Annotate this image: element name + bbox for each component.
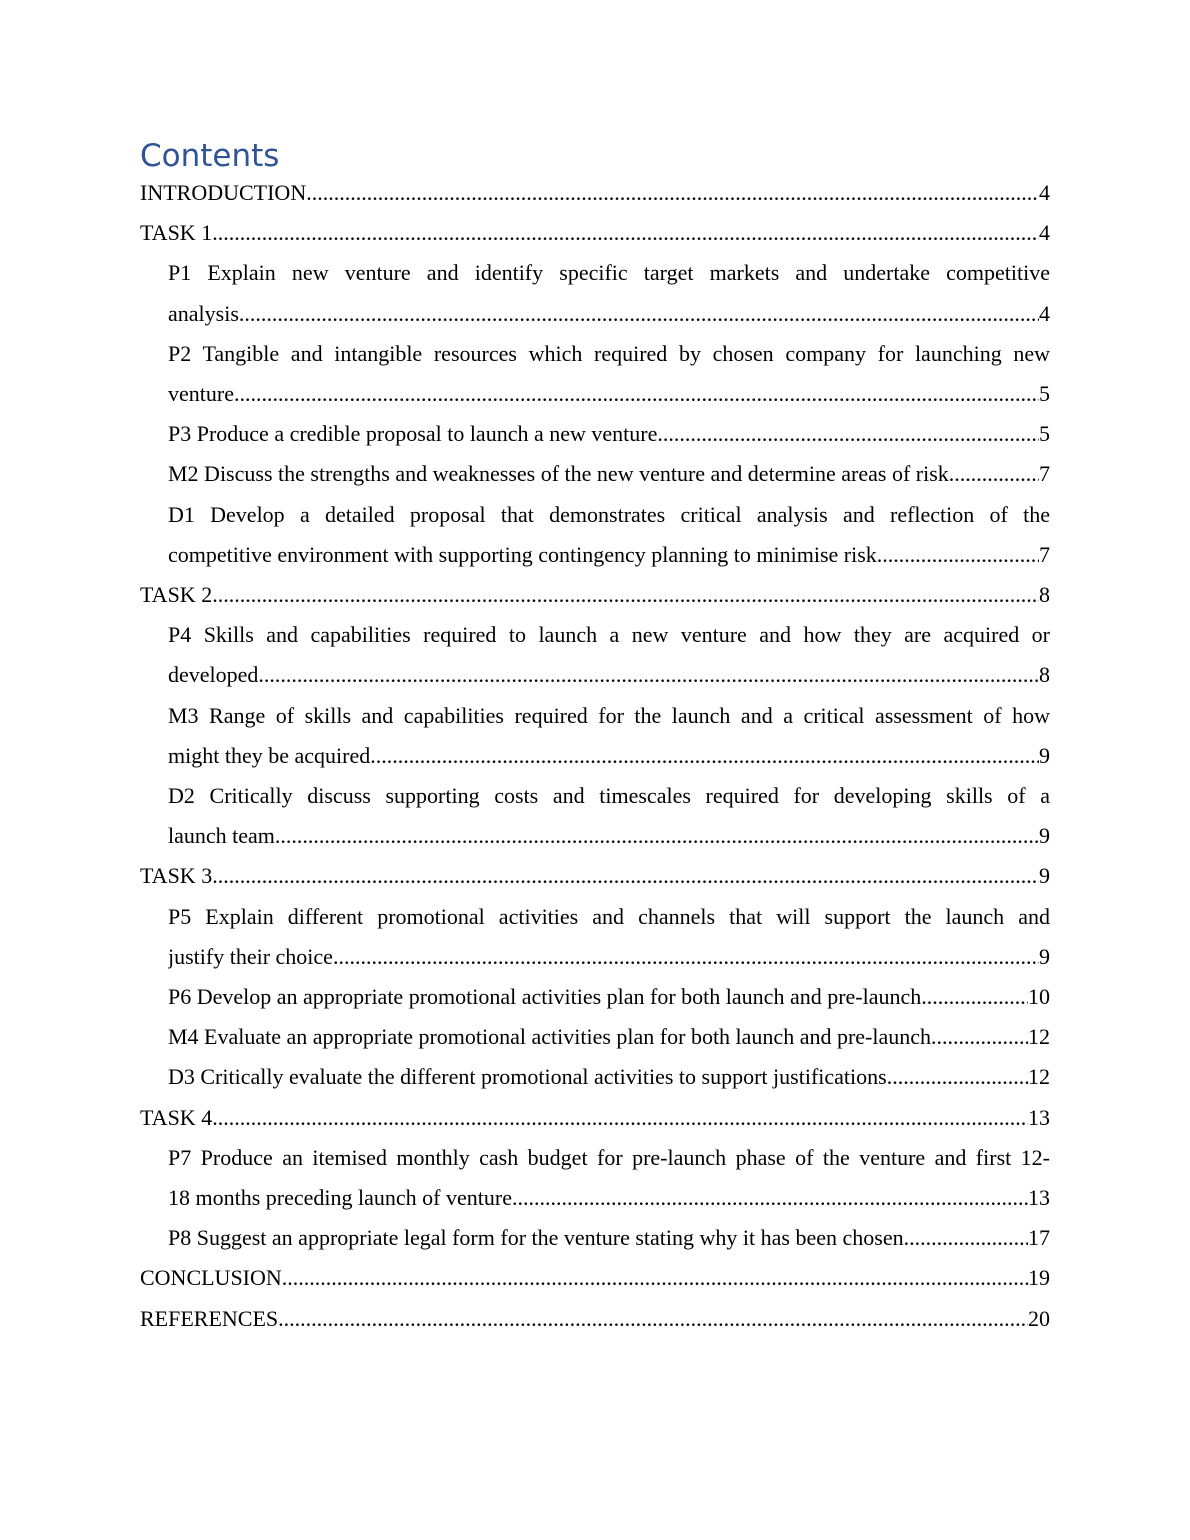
toc-entry-line — [140, 1098, 1050, 1138]
toc-entry[interactable] — [140, 1299, 1050, 1339]
toc-entry[interactable] — [140, 253, 1050, 333]
toc-entry-title: INTRODUCTION — [140, 180, 307, 205]
toc-entry-title: 18 months preceding launch of venture — [168, 1185, 512, 1211]
toc-entry-line — [168, 1218, 1050, 1258]
toc-entry-line — [168, 977, 1050, 1017]
toc-dot-leader — [275, 816, 1039, 856]
toc-dot-leader — [212, 856, 1039, 896]
toc-dot-leader — [657, 414, 1039, 454]
toc-entry-title-line: P5 Explain different promotional activities and channels that will support the launch and — [168, 903, 1050, 929]
toc-entry-title: launch team — [168, 823, 275, 849]
toc-entry[interactable] — [140, 977, 1050, 1017]
toc-dot-leader — [370, 736, 1039, 776]
toc-entry-title: M4 Evaluate an appropriate promotional activities plan for both launch and pre-launch. — [168, 1024, 937, 1050]
toc-page-number: 17 — [1028, 1225, 1050, 1251]
toc-entry-line — [140, 173, 1050, 213]
toc-page-number: 5 — [1039, 421, 1050, 447]
toc-page-number: 4 — [1039, 180, 1050, 205]
toc-dot-leader — [937, 1017, 1028, 1057]
toc-entry[interactable] — [140, 615, 1050, 695]
toc-entry-title: competitive environment with supporting contingency planning to minimise risk — [168, 541, 877, 567]
table-of-contents — [140, 173, 1050, 1339]
toc-entry[interactable] — [140, 213, 1050, 253]
toc-entry-title: P8 Suggest an appropriate legal form for the venture stating why it has been chosen — [168, 1225, 904, 1251]
toc-dot-leader — [877, 535, 1039, 575]
toc-entry[interactable] — [140, 173, 1050, 213]
toc-entry-line — [168, 414, 1050, 454]
toc-entry-title: might they be acquired — [168, 742, 371, 768]
toc-entry-line — [168, 374, 1050, 414]
toc-dot-leader — [234, 374, 1039, 414]
toc-entry-line — [168, 294, 1050, 334]
toc-entry-title: CONCLUSION — [140, 1265, 282, 1291]
toc-entry-title: TASK 2 — [140, 582, 213, 608]
toc-entry-line — [168, 655, 1050, 695]
toc-dot-leader — [212, 575, 1039, 615]
toc-entry[interactable] — [140, 334, 1050, 414]
toc-dot-leader — [282, 1258, 1028, 1298]
toc-page-number: 13 — [1028, 1185, 1050, 1211]
toc-entry-line — [168, 937, 1050, 977]
toc-entry-title: justify their choice — [168, 943, 333, 969]
toc-entry-title: TASK 1 — [140, 220, 213, 246]
toc-entry[interactable] — [140, 856, 1050, 896]
toc-page-number: 12 — [1028, 1024, 1050, 1050]
toc-page-number: 13 — [1028, 1104, 1050, 1130]
toc-dot-leader — [333, 937, 1039, 977]
toc-entry-title-line: D1 Develop a detailed proposal that demonstrates critical analysis and reflection of the — [168, 501, 1050, 527]
toc-page-number: 8 — [1039, 582, 1050, 608]
toc-entry-title-line: P4 Skills and capabilities required to launch a new venture and how they are acquired or — [168, 622, 1050, 648]
toc-page-number: 5 — [1039, 381, 1050, 407]
toc-entry[interactable] — [140, 897, 1050, 977]
toc-page-number: 9 — [1039, 943, 1050, 969]
toc-entry-title: developed — [168, 662, 259, 688]
toc-entry[interactable] — [140, 1218, 1050, 1258]
toc-dot-leader — [212, 1098, 1028, 1138]
toc-entry-line — [168, 535, 1050, 575]
toc-dot-leader — [927, 977, 1028, 1017]
toc-entry-line — [140, 1299, 1050, 1339]
toc-entry-title: TASK 4 — [140, 1104, 213, 1130]
toc-entry-line — [168, 1057, 1050, 1097]
toc-entry-title: analysis — [168, 300, 239, 326]
toc-entry-title: M2 Discuss the strengths and weaknesses of the new venture and determine areas of risk. — [168, 461, 955, 487]
toc-entry[interactable] — [140, 1258, 1050, 1298]
toc-entry-title-line: D2 Critically discuss supporting costs and timescales required for developing skills of a — [168, 783, 1050, 809]
toc-entry[interactable] — [140, 1017, 1050, 1057]
toc-entry-line — [168, 1017, 1050, 1057]
toc-page-number: 19 — [1028, 1265, 1050, 1291]
toc-page-number: 12 — [1028, 1064, 1050, 1090]
toc-page-number: 20 — [1028, 1305, 1050, 1331]
toc-entry-line — [168, 736, 1050, 776]
toc-entry[interactable] — [140, 776, 1050, 856]
toc-page-number: 9 — [1039, 742, 1050, 768]
toc-entry[interactable] — [140, 575, 1050, 615]
toc-entry-line — [168, 816, 1050, 856]
toc-dot-leader — [904, 1218, 1028, 1258]
toc-entry[interactable] — [140, 1098, 1050, 1138]
toc-dot-leader — [887, 1057, 1028, 1097]
contents-heading: Contents — [140, 138, 280, 174]
toc-entry-title-line: P2 Tangible and intangible resources which required by chosen company for launching new — [168, 340, 1050, 366]
toc-page-number: 4 — [1039, 300, 1050, 326]
toc-entry-title: P3 Produce a credible proposal to launch a new venture — [168, 421, 658, 447]
toc-dot-leader — [239, 294, 1039, 334]
toc-dot-leader — [278, 1299, 1028, 1339]
toc-entry[interactable] — [140, 414, 1050, 454]
toc-entry-title: D3 Critically evaluate the different promotional activities to support justifications — [168, 1064, 887, 1090]
toc-dot-leader — [258, 655, 1039, 695]
toc-page-number: 8 — [1039, 662, 1050, 688]
toc-entry-title: venture — [168, 381, 234, 407]
toc-entry[interactable] — [140, 495, 1050, 575]
toc-page-number: 9 — [1039, 823, 1050, 849]
toc-dot-leader — [212, 213, 1039, 253]
toc-entry-title: P6 Develop an appropriate promotional activities plan for both launch and pre-launch. — [168, 984, 927, 1010]
toc-entry-line — [140, 213, 1050, 253]
toc-page-number: 9 — [1039, 863, 1050, 889]
toc-page-number: 7 — [1039, 541, 1050, 567]
toc-page-number: 7 — [1039, 461, 1050, 487]
toc-entry[interactable] — [140, 454, 1050, 494]
toc-dot-leader — [512, 1178, 1028, 1218]
toc-entry-title-line: P1 Explain new venture and identify specific target markets and undertake competitive — [168, 260, 1050, 286]
toc-dot-leader — [954, 454, 1039, 494]
toc-entry[interactable] — [140, 696, 1050, 776]
toc-page-number: 4 — [1039, 220, 1050, 246]
toc-entry-line — [168, 1178, 1050, 1218]
toc-entry-line — [140, 1258, 1050, 1298]
toc-entry-title-line: P7 Produce an itemised monthly cash budget for pre-launch phase of the venture and first 12- — [168, 1144, 1050, 1170]
toc-entry-title-line: M3 Range of skills and capabilities required for the launch and a critical assessment of how — [168, 702, 1050, 728]
toc-entry[interactable] — [140, 1138, 1050, 1218]
toc-entry-title: REFERENCES — [140, 1305, 279, 1331]
toc-dot-leader — [306, 173, 1039, 213]
toc-entry[interactable] — [140, 1057, 1050, 1097]
toc-entry-title: TASK 3 — [140, 863, 213, 889]
toc-entry-line — [168, 454, 1050, 494]
toc-page-number: 10 — [1028, 984, 1050, 1010]
toc-entry-line — [140, 575, 1050, 615]
toc-entry-line — [140, 856, 1050, 896]
